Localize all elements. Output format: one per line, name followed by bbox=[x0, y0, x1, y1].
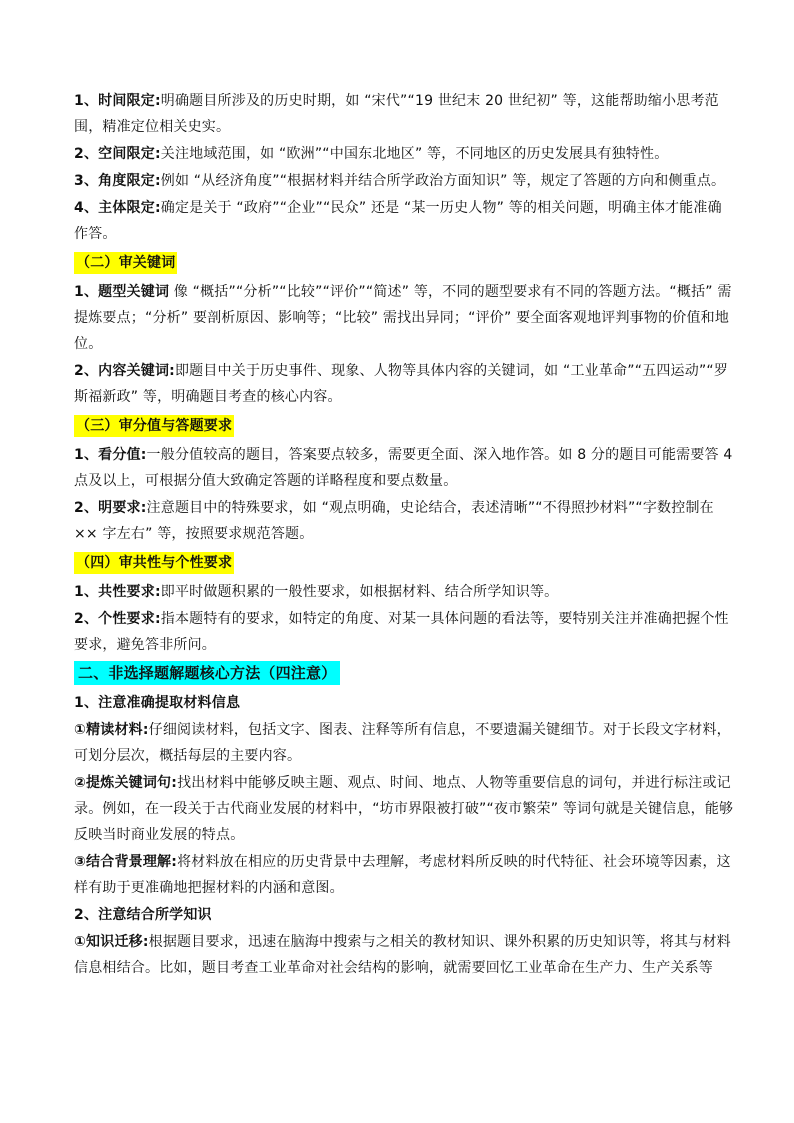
paragraph-background bbox=[74, 849, 734, 901]
paragraph-text: 像 “概括”“分析”“比较”“评价”“简述” 等，不同的题型要求有不同的答题方法。“概括” 需提炼要点；“分析” 要剖析原因、影响等；“比较” 需找出异同；“评价” 要全面客观地评判事物的价值和地位。 bbox=[74, 284, 732, 352]
paragraph-text: 找出材料中能够反映主题、观点、时间、地点、人物等重要信息的词句，并进行标注或记录。例如，在一段关于古代商业发展的材料中，“坊市界限被打破”“夜市繁荣” 等词句就是关键信息，能够反映当时商业发展的特点。 bbox=[74, 775, 734, 843]
paragraph-key-phrases bbox=[74, 770, 734, 848]
term-label: 1、看分值: bbox=[74, 447, 147, 463]
term-label: 1、题型关键词 bbox=[74, 284, 170, 300]
paragraph-text: 确定是关于 “政府”“企业”“民众” 还是 “某一历史人物” 等的相关问题，明确主体才能准确作答。 bbox=[74, 200, 722, 242]
paragraph-text: 仔细阅读材料，包括文字、图表、注释等所有信息，不要遗漏关键细节。对于长段文字材料，可划分层次，概括每层的主要内容。 bbox=[74, 722, 731, 764]
term-label: ③结合背景理解: bbox=[74, 854, 178, 870]
paragraph-text: 明确题目所涉及的历史时期，如 “宋代”“19 世纪末 20 世纪初” 等，这能帮助缩小思考范围，精准定位相关史实。 bbox=[74, 93, 719, 135]
paragraph-text: 例如 “从经济角度”“根据材料并结合所学政治方面知识” 等，规定了答题的方向和侧重点。 bbox=[160, 173, 726, 189]
heading-score-wrap bbox=[74, 413, 734, 439]
paragraph-text: 注意题目中的特殊要求，如 “观点明确，史论结合，表述清晰”“不得照抄材料”“字数控制在 ×× 字左右” 等，按照要求规范答题。 bbox=[74, 500, 714, 542]
term-label: 2、明要求: bbox=[74, 500, 147, 516]
paragraph-individual-requirements bbox=[74, 606, 734, 658]
term-label: ②提炼关键词句: bbox=[74, 775, 178, 791]
subheading-extract-info: 1、注意准确提取材料信息 bbox=[74, 695, 241, 711]
paragraph-text: 即平时做题积累的一般性要求，如根据材料、结合所学知识等。 bbox=[160, 584, 559, 600]
section-heading-non-choice: 二、非选择题解题核心方法（四注意） bbox=[74, 661, 340, 685]
paragraph-text: 关注地域范围，如 “欧洲”“中国东北地区” 等，不同地区的历史发展具有独特性。 bbox=[160, 146, 669, 162]
term-label: 1、共性要求: bbox=[74, 584, 161, 600]
heading-common-individual: （四）审共性与个性要求 bbox=[74, 552, 234, 574]
paragraph-requirements bbox=[74, 495, 734, 547]
paragraph-knowledge-transfer bbox=[74, 929, 734, 981]
heading-score-requirements: （三）审分值与答题要求 bbox=[74, 415, 234, 437]
term-label: ①精读材料: bbox=[74, 722, 149, 738]
term-label: 2、内容关键词: bbox=[74, 363, 175, 379]
term-label: 2、空间限定: bbox=[74, 146, 161, 162]
paragraph-common-requirements bbox=[74, 579, 734, 605]
term-label: 4、主体限定: bbox=[74, 200, 161, 216]
paragraph-question-type-keywords bbox=[74, 279, 734, 357]
heading-keywords-wrap bbox=[74, 250, 734, 276]
term-label: ①知识迁移: bbox=[74, 934, 149, 950]
section-heading-wrap bbox=[74, 661, 734, 687]
term-label: 3、角度限定: bbox=[74, 173, 161, 189]
paragraph-text: 一般分值较高的题目，答案要点较多，需要更全面、深入地作答。如 8 分的题目可能需要答 4 点及以上，可根据分值大致确定答题的详略程度和要点数量。 bbox=[74, 447, 733, 489]
paragraph-text: 根据题目要求，迅速在脑海中搜索与之相关的教材知识、课外积累的历史知识等，将其与材料信息相结合。比如，题目考查工业革命对社会结构的影响，就需要回忆工业革命在生产力、生产关系等 bbox=[74, 934, 731, 976]
paragraph-angle-limit bbox=[74, 168, 734, 194]
heading-keywords: （二）审关键词 bbox=[74, 252, 177, 274]
term-label: 2、个性要求: bbox=[74, 611, 161, 627]
subheading-combine-knowledge: 2、注意结合所学知识 bbox=[74, 907, 212, 923]
paragraph-text: 即题目中关于历史事件、现象、人物等具体内容的关键词，如 “工业革命”“五四运动”“罗斯福新政” 等，明确题目考查的核心内容。 bbox=[74, 363, 729, 405]
paragraph-close-reading bbox=[74, 717, 734, 769]
paragraph-time-limit bbox=[74, 88, 734, 140]
paragraph-text: 将材料放在相应的历史背景中去理解，考虑材料所反映的时代特征、社会环境等因素，这样有助于更准确地把握材料的内涵和意图。 bbox=[74, 854, 731, 896]
paragraph-space-limit bbox=[74, 141, 734, 167]
term-label: 1、时间限定: bbox=[74, 93, 161, 109]
document-page bbox=[74, 88, 734, 981]
heading-common-wrap bbox=[74, 550, 734, 576]
paragraph-content-keywords bbox=[74, 358, 734, 410]
paragraph-text: 指本题特有的要求，如特定的角度、对某一具体问题的看法等，要特别关注并准确把握个性要求，避免答非所问。 bbox=[74, 611, 729, 653]
paragraph-subject-limit bbox=[74, 195, 734, 247]
paragraph-score bbox=[74, 442, 734, 494]
